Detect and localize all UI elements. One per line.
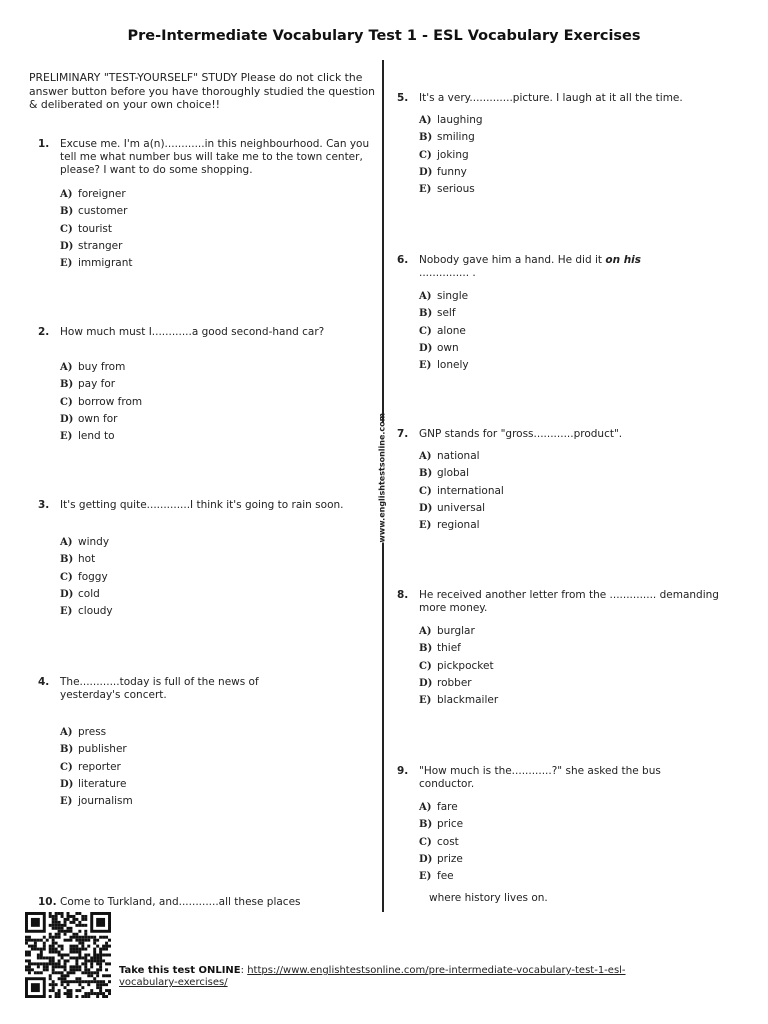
option-letter: D) — [60, 240, 74, 252]
option-letter: E) — [60, 606, 73, 618]
option-text: cold — [78, 587, 100, 600]
option-text: thief — [437, 642, 461, 655]
question-text-blank: ............... . — [419, 267, 476, 279]
answer-option[interactable] — [60, 571, 108, 585]
option-letter: A) — [419, 115, 432, 126]
question-text-body: Excuse me. I'm a(n)............in this neighbourhood. Can you tell me what number bus will take me to the town center, please? I want to do some shopping. — [60, 138, 370, 176]
answer-option[interactable] — [60, 188, 126, 202]
answer-option[interactable] — [419, 325, 466, 339]
question-10-continuation: where history lives on. — [429, 892, 548, 904]
page-title: Pre-Intermediate Vocabulary Test 1 - ESL Vocabulary Exercises — [127, 28, 641, 44]
option-text: fee — [437, 870, 454, 883]
option-letter: E) — [60, 431, 73, 443]
option-text: cloudy — [78, 605, 113, 618]
option-text: burglar — [437, 625, 475, 637]
option-text: single — [437, 290, 469, 302]
answer-option[interactable] — [419, 359, 469, 373]
question-number: 10. — [38, 896, 57, 908]
question-text — [419, 765, 719, 791]
question-text — [60, 676, 310, 702]
option-letter: E) — [419, 360, 432, 372]
question-number: 2. — [38, 326, 50, 338]
option-letter: B) — [60, 379, 74, 391]
option-letter: B) — [60, 206, 74, 218]
option-text: alone — [437, 324, 466, 337]
answer-option[interactable] — [60, 413, 117, 427]
question-number: 9. — [397, 765, 409, 777]
question-text-body: Come to Turkland, and............all these places — [60, 896, 301, 908]
option-text: foggy — [78, 570, 108, 583]
option-letter: D) — [419, 853, 433, 865]
question-text-body: How much must I............a good second-hand car? — [60, 326, 325, 338]
option-letter: A) — [60, 537, 73, 548]
option-letter: C) — [419, 836, 432, 848]
answer-option[interactable] — [60, 761, 121, 775]
option-letter: C) — [60, 761, 73, 773]
option-text: reporter — [78, 760, 121, 773]
answer-option[interactable] — [419, 467, 469, 481]
answer-option[interactable] — [60, 588, 100, 602]
question-number: 3. — [38, 499, 50, 511]
option-letter: B) — [60, 744, 74, 756]
option-letter: E) — [419, 184, 432, 196]
option-text: smiling — [437, 131, 475, 144]
answer-option[interactable] — [60, 778, 126, 792]
answer-option[interactable] — [60, 205, 127, 219]
option-text: borrow from — [78, 395, 143, 408]
question-text-body: The............today is full of the news of yesterday's concert. — [60, 676, 259, 701]
question-number: 5. — [397, 92, 409, 104]
answer-option[interactable] — [419, 342, 459, 356]
answer-option[interactable] — [419, 166, 467, 180]
option-text: immigrant — [78, 257, 133, 270]
option-text: buy from — [78, 361, 126, 373]
answer-option[interactable] — [419, 502, 485, 516]
answer-option[interactable] — [419, 519, 480, 533]
option-letter: B) — [419, 468, 433, 480]
option-letter: A) — [60, 362, 73, 373]
answer-option[interactable] — [60, 726, 106, 740]
option-letter: C) — [419, 325, 432, 337]
option-letter: D) — [419, 166, 433, 178]
option-letter: E) — [60, 796, 73, 808]
option-text: self — [437, 307, 456, 320]
answer-option[interactable] — [60, 223, 112, 237]
answer-option[interactable] — [419, 836, 459, 850]
option-letter: B) — [419, 308, 433, 320]
option-text: publisher — [78, 743, 127, 756]
answer-option[interactable] — [419, 290, 468, 304]
question-text — [60, 326, 370, 339]
option-letter: C) — [419, 485, 432, 497]
answer-option[interactable] — [419, 485, 504, 499]
footer: Take this test ONLINE: https://www.englishtestsonline.com/pre-intermediate-vocabulary-test-1-esl-vocabulary-exercises/ — [119, 965, 626, 988]
option-letter: D) — [60, 778, 74, 790]
option-text: press — [78, 726, 107, 738]
answer-option[interactable] — [419, 183, 475, 197]
option-text: literature — [78, 777, 127, 790]
answer-option[interactable] — [60, 361, 125, 375]
option-text: regional — [437, 519, 480, 532]
answer-option[interactable] — [60, 743, 127, 757]
option-text: price — [437, 818, 464, 831]
answer-option[interactable] — [419, 870, 454, 884]
option-letter: D) — [419, 342, 433, 354]
question-text-body: Nobody gave him a hand. He did it — [419, 254, 603, 266]
answer-option[interactable] — [419, 677, 472, 691]
answer-option[interactable] — [419, 307, 456, 321]
option-letter: A) — [60, 727, 73, 738]
answer-option[interactable] — [60, 536, 109, 550]
answer-option[interactable] — [419, 660, 494, 674]
question-text — [419, 589, 719, 615]
footer-label: Take this test ONLINE — [119, 965, 241, 976]
answer-option[interactable] — [60, 430, 115, 444]
option-letter: E) — [60, 258, 73, 270]
option-letter: B) — [419, 643, 433, 655]
option-letter: E) — [419, 520, 432, 532]
question-text-body: He received another letter from the .............. demanding more money. — [419, 589, 719, 614]
question-emphasis: on his — [605, 254, 642, 266]
option-text: blackmailer — [437, 694, 499, 707]
option-text: hot — [78, 553, 96, 566]
option-letter: A) — [419, 626, 432, 637]
option-text: journalism — [78, 795, 133, 808]
option-letter: A) — [419, 451, 432, 462]
question-number: 7. — [397, 428, 409, 440]
answer-option[interactable] — [60, 378, 115, 392]
option-text: tourist — [78, 222, 113, 235]
option-letter: A) — [419, 291, 432, 302]
option-text: customer — [78, 205, 128, 218]
option-text: serious — [437, 183, 475, 196]
option-text: global — [437, 467, 470, 480]
answer-option[interactable] — [419, 131, 475, 145]
answer-option[interactable] — [60, 257, 132, 271]
question-text-body: It's getting quite.............I think it's going to rain soon. — [60, 499, 344, 511]
question-text-body: It's a very.............picture. I laugh at it all the time. — [419, 92, 683, 104]
option-letter: C) — [60, 396, 73, 408]
option-text: own for — [78, 412, 118, 425]
option-letter: B) — [419, 819, 433, 831]
option-text: prize — [437, 852, 463, 865]
question-text — [419, 92, 739, 105]
qr-code-icon[interactable] — [25, 912, 111, 998]
option-text: robber — [437, 676, 472, 689]
option-letter: D) — [419, 502, 433, 514]
answer-option[interactable] — [60, 396, 142, 410]
answer-option[interactable] — [60, 553, 95, 567]
question-text — [60, 896, 380, 909]
question-number: 8. — [397, 589, 409, 601]
option-text: stranger — [78, 239, 123, 252]
option-letter: C) — [419, 660, 432, 672]
option-letter: D) — [60, 588, 74, 600]
option-text: cost — [437, 835, 459, 848]
question-text — [419, 428, 739, 441]
option-letter: B) — [60, 554, 74, 566]
question-text-body: GNP stands for "gross............product". — [419, 428, 623, 440]
answer-option[interactable] — [419, 625, 475, 639]
option-text: pickpocket — [437, 659, 494, 672]
question-text — [60, 499, 370, 512]
option-letter: D) — [419, 677, 433, 689]
option-text: universal — [437, 501, 486, 514]
option-letter: D) — [60, 413, 74, 425]
question-number: 4. — [38, 676, 50, 688]
option-letter: B) — [419, 132, 433, 144]
option-text: foreigner — [78, 188, 126, 200]
answer-option[interactable] — [419, 450, 480, 464]
answer-option[interactable] — [60, 605, 113, 619]
option-text: national — [437, 450, 480, 462]
option-text: international — [437, 484, 504, 497]
question-number: 1. — [38, 138, 50, 150]
test-online-link[interactable]: https://www.englishtestsonline.com/pre-intermediate-vocabulary-test-1-esl-vocabulary-exercises/ — [119, 965, 626, 988]
option-text: lonely — [437, 359, 469, 372]
option-text: own — [437, 341, 459, 354]
answer-option[interactable] — [60, 795, 133, 809]
answer-option[interactable] — [419, 149, 469, 163]
option-letter: E) — [419, 871, 432, 883]
intro-text: PRELIMINARY "TEST-YOURSELF" STUDY Please do not click the answer button before you have thoroughly studied the question & deliberated on your own choice!! — [29, 71, 375, 111]
option-letter: C) — [419, 149, 432, 161]
option-letter: E) — [419, 695, 432, 707]
answer-option[interactable] — [419, 853, 463, 867]
question-text — [60, 138, 370, 177]
question-text — [419, 254, 689, 280]
watermark-text: www.englishtestsonline.com — [377, 413, 387, 543]
question-number: 6. — [397, 254, 409, 266]
option-text: windy — [78, 536, 110, 548]
question-text-body: "How much is the............?" she asked the bus conductor. — [419, 765, 661, 790]
answer-option[interactable] — [419, 818, 463, 832]
option-text: joking — [437, 148, 469, 161]
answer-option[interactable] — [419, 801, 458, 815]
option-text: fare — [437, 801, 458, 813]
answer-option[interactable] — [419, 642, 461, 656]
option-text: funny — [437, 165, 467, 178]
option-letter: A) — [419, 802, 432, 813]
option-letter: C) — [60, 571, 73, 583]
option-text: pay for — [78, 378, 116, 391]
answer-option[interactable] — [60, 240, 122, 254]
option-letter: A) — [60, 189, 73, 200]
answer-option[interactable] — [419, 694, 498, 708]
option-text: laughing — [437, 114, 483, 126]
option-text: lend to — [78, 430, 115, 443]
answer-option[interactable] — [419, 114, 483, 128]
option-letter: C) — [60, 223, 73, 235]
